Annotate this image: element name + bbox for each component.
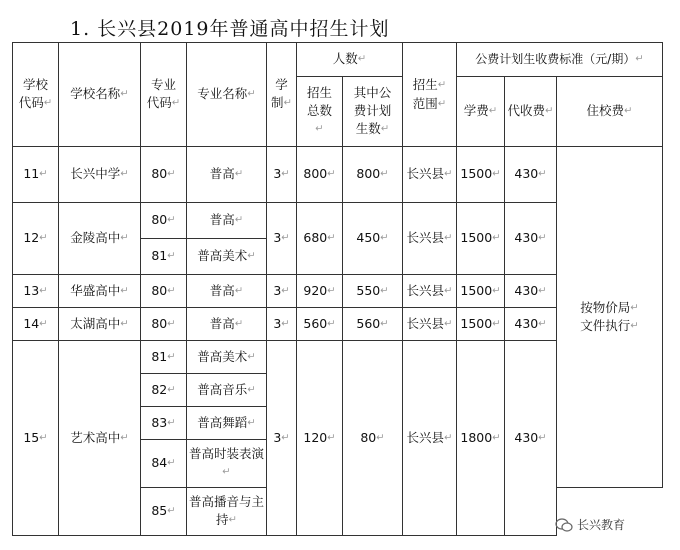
header-school-code: 学校 代码↵ xyxy=(13,43,59,147)
table-row: 15↵ 艺术高中↵ 81↵ 普高美术↵ 3↵ 120↵ 80↵ 长兴县↵ 1800↵ 430↵ xyxy=(13,341,663,374)
wechat-icon xyxy=(555,518,573,532)
table-row: 81↵ 普高美术↵ xyxy=(13,239,663,275)
enrollment-table xyxy=(12,42,663,536)
table-row: 84↵ 普高时装表演↵ xyxy=(13,440,663,488)
header-duration: 学 制↵ xyxy=(267,43,297,147)
header-tuition: 学费↵ xyxy=(457,77,505,147)
page-title: 1. 长兴县2019年普通高中招生计划 xyxy=(70,18,390,40)
watermark-text: 长兴教育 xyxy=(577,518,626,532)
table-row: 85↵ 普高播音与主持↵ xyxy=(13,488,663,536)
header-scope: 招生↵ 范围↵ xyxy=(403,43,457,147)
table-row: 83↵ 普高舞蹈↵ xyxy=(13,407,663,440)
table-row: 11↵ 长兴中学↵ 80↵ 普高↵ 3↵ 800↵ 800↵ 长兴县↵ 1500↵ 430↵ 按物价局↵ 文件执行↵ xyxy=(13,147,663,203)
header-enroll-total: 招生 总数 ↵ xyxy=(297,77,343,147)
wechat-watermark xyxy=(555,516,625,533)
header-public-plan: 其中公 费计划 生数↵ xyxy=(343,77,403,147)
table-row: 12↵ 金陵高中↵ 80↵ 普高↵ 3↵ 680↵ 450↵ 长兴县↵ 1500↵ 430↵ xyxy=(13,203,663,239)
header-school-name: 学校名称↵ xyxy=(59,43,141,147)
header-boarding-fee: 住校费↵ xyxy=(557,77,663,147)
table-row: 14↵ 太湖高中↵ 80↵ 普高↵ 3↵ 560↵ 560↵ 长兴县↵ 1500↵ 430↵ xyxy=(13,308,663,341)
table-row: 13↵ 华盛高中↵ 80↵ 普高↵ 3↵ 920↵ 550↵ 长兴县↵ 1500↵ 430↵ xyxy=(13,275,663,308)
boarding-fee-note: 按物价局↵ 文件执行↵ xyxy=(557,147,663,488)
header-people: 人数↵ xyxy=(297,43,403,77)
header-major-name: 专业名称↵ xyxy=(187,43,267,147)
header-agency-fee: 代收费↵ xyxy=(505,77,557,147)
header-major-code: 专业 代码↵ xyxy=(141,43,187,147)
table-row: 82↵ 普高音乐↵ xyxy=(13,374,663,407)
header-fees: 公费计划生收费标准（元/期）↵ xyxy=(457,43,663,77)
